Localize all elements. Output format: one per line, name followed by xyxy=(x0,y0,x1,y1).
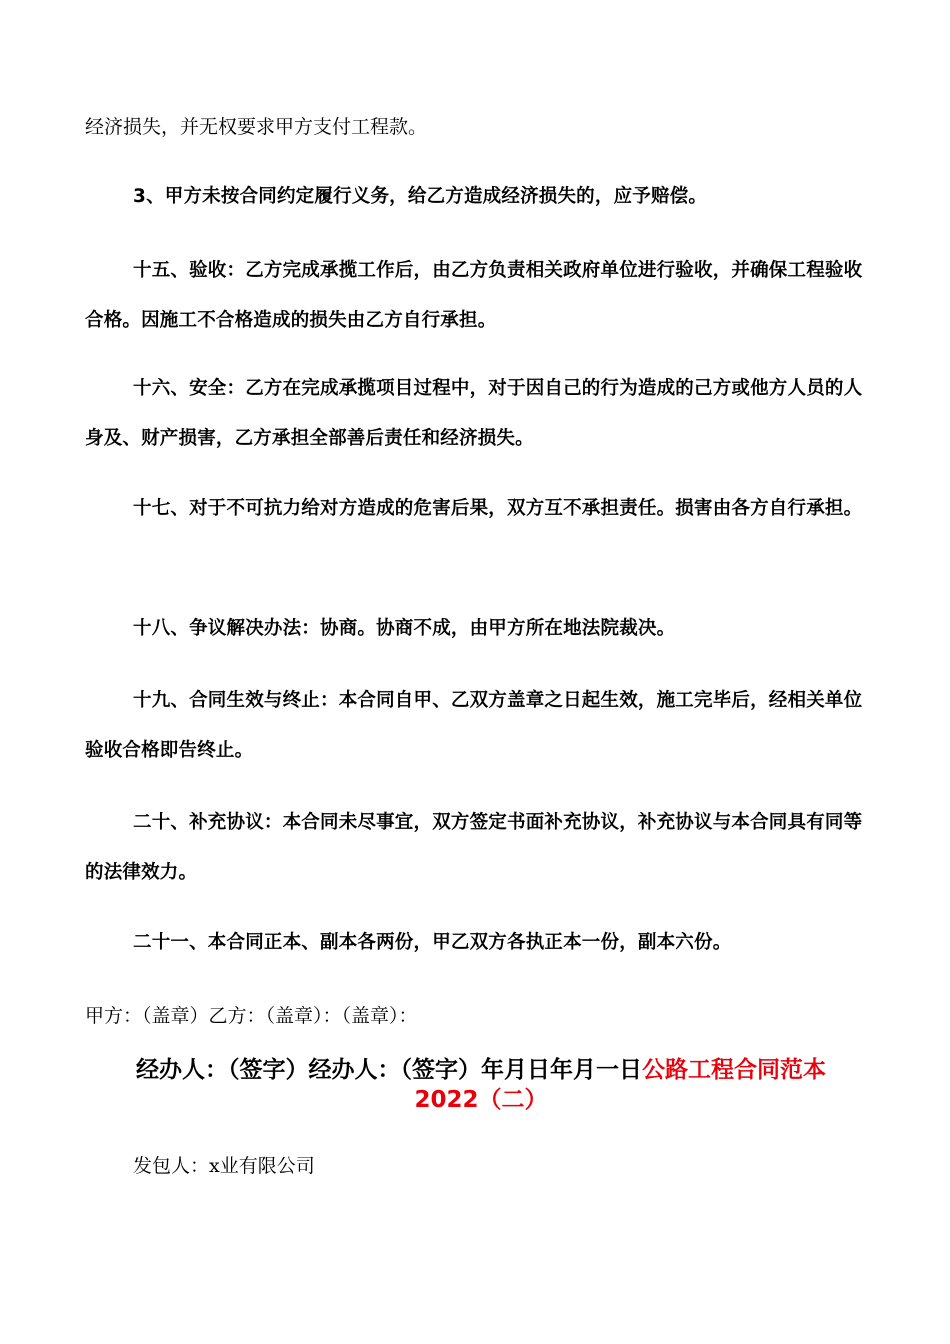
employer-line: 发包人：x业有限公司 xyxy=(133,1155,315,1177)
signature-and-title-heading xyxy=(85,1055,877,1115)
document-title-year: 2022（二） xyxy=(414,1087,548,1113)
paragraph-economic-loss: 经济损失，并无权要求甲方支付工程款。 xyxy=(85,116,428,138)
paragraph-clause-20-supplement: 二十、补充协议：本合同未尽事宜，双方签定书面补充协议，补充协议与本合同具有同等的法律效力。 xyxy=(85,812,863,883)
paragraph-clause-16-safety: 十六、安全：乙方在完成承揽项目过程中，对于因自己的行为造成的己方或他方人员的人身及、财产损害，乙方承担全部善后责任和经济损失。 xyxy=(85,378,863,449)
paragraph-clause-21-copies: 二十一、本合同正本、副本各两份，甲乙双方各执正本一份，副本六份。 xyxy=(133,932,732,953)
seal-line: 甲方：（盖章）乙方：（盖章）：（盖章）： xyxy=(85,1005,418,1027)
paragraph-clause-17-force-majeure: 十七、对于不可抗力给对方造成的危害后果，双方互不承担责任。损害由各方自行承担。 xyxy=(133,498,863,519)
paragraph-clause-19-effect: 十九、合同生效与终止：本合同自甲、乙双方盖章之日起生效，施工完毕后，经相关单位验收合格即告终止。 xyxy=(85,690,863,761)
paragraph-clause-3: 3、甲方未按合同约定履行义务，给乙方造成经济损失的，应予赔偿。 xyxy=(133,186,708,207)
signature-line: 经办人：（签字）经办人：（签字）年月日年月一日 xyxy=(136,1057,642,1083)
document-title: 公路工程合同范本 xyxy=(642,1057,826,1083)
paragraph-clause-18-dispute: 十八、争议解决办法：协商。协商不成，由甲方所在地法院裁决。 xyxy=(133,618,676,639)
paragraph-clause-15-acceptance: 十五、验收：乙方完成承揽工作后，由乙方负责相关政府单位进行验收，并确保工程验收合格。因施工不合格造成的损失由乙方自行承担。 xyxy=(85,260,863,331)
